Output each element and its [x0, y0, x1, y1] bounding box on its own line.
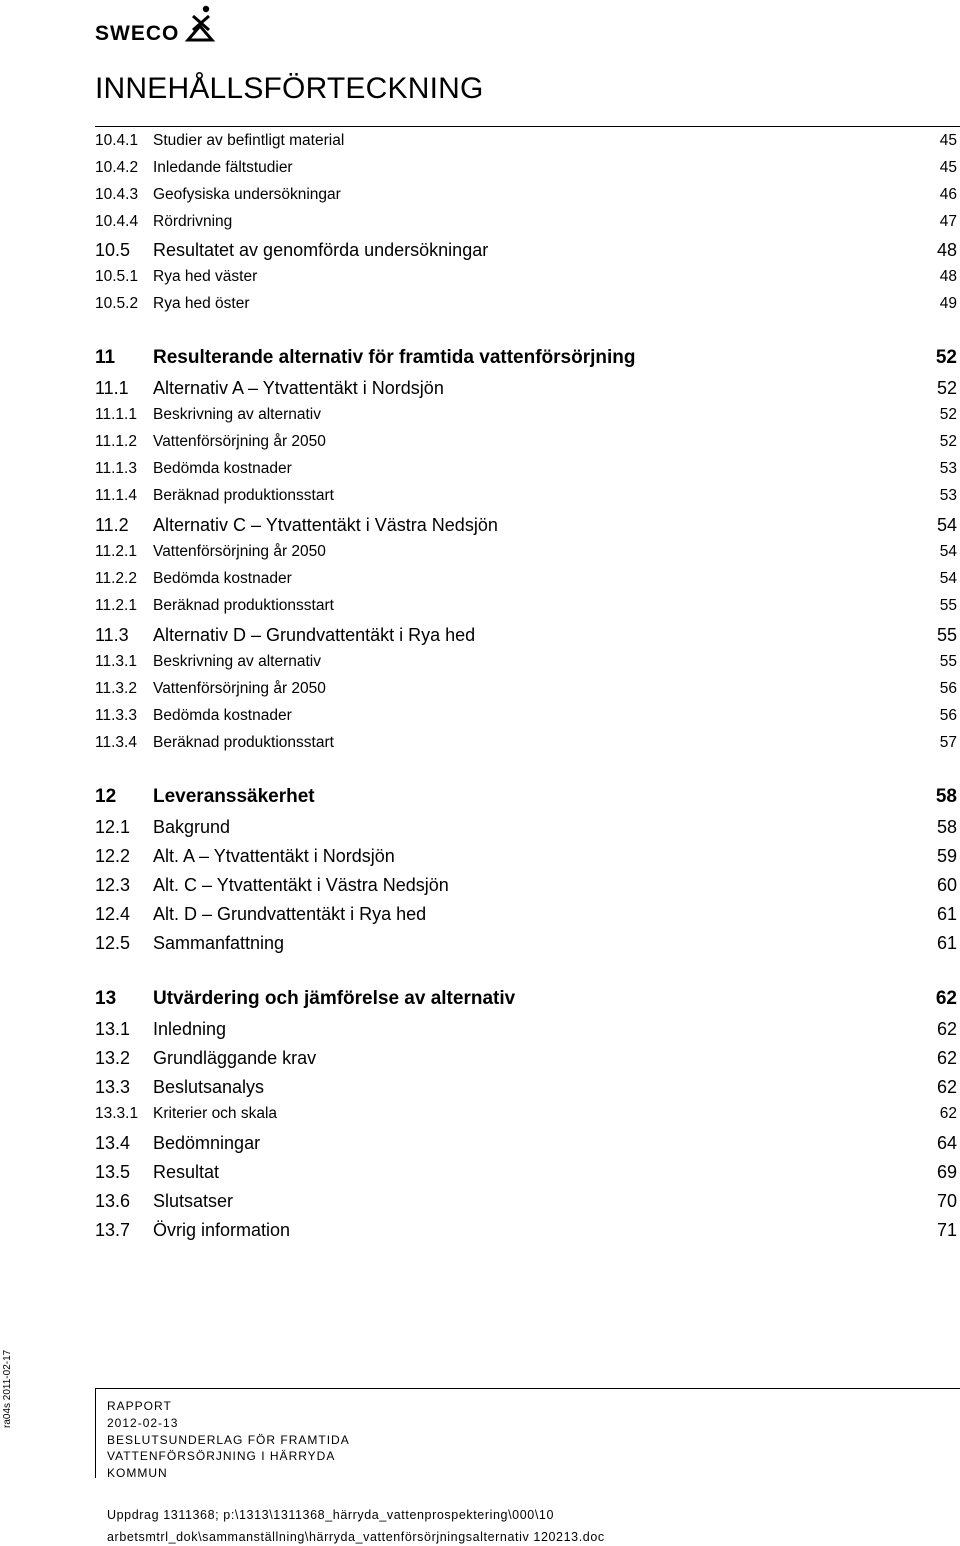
toc-entry-page: 49 [939, 295, 957, 312]
toc-entry-page: 57 [939, 734, 957, 751]
toc-entry-title: Beskrivning av alternativ [153, 653, 321, 670]
toc-entry-title: Alt. A – Ytvattentäkt i Nordsjön [153, 846, 395, 866]
toc-entry-number: 10.4.1 [95, 132, 139, 149]
toc-entry[interactable] [95, 1048, 957, 1072]
toc-entry-page: 53 [939, 487, 957, 504]
toc-entry-title: Inledande fältstudier [153, 159, 293, 176]
toc-entry[interactable] [95, 1191, 957, 1215]
toc-entry-number: 12.1 [95, 817, 131, 837]
toc-entry-number: 12.2 [95, 846, 131, 866]
toc-entry[interactable] [95, 460, 957, 484]
toc-entry-title: Inledning [153, 1019, 227, 1039]
toc-entry-number: 10.4.2 [95, 159, 139, 176]
toc-entry-number: 13.7 [95, 1220, 131, 1240]
toc-entry[interactable] [95, 543, 957, 567]
toc-entry-title: Alt. C – Ytvattentäkt i Västra Nedsjön [153, 875, 449, 895]
toc-entry-page: 58 [936, 817, 957, 837]
toc-entry-number: 11.1 [95, 378, 129, 398]
toc-entry-title: Grundläggande krav [153, 1048, 317, 1068]
toc-entry[interactable] [95, 570, 957, 594]
toc-entry[interactable] [95, 597, 957, 621]
toc-entry-page: 54 [936, 515, 957, 535]
toc-entry-page: 62 [935, 988, 957, 1009]
toc-entry-page: 53 [939, 460, 957, 477]
toc-entry-page: 61 [936, 904, 957, 924]
toc-entry[interactable] [95, 846, 957, 870]
toc-entry-number: 11.2.1 [95, 597, 137, 614]
toc-entry[interactable] [95, 240, 957, 264]
toc-entry-title: Övrig information [153, 1220, 291, 1240]
toc-entry-number: 13.3.1 [95, 1105, 139, 1122]
toc-entry-number: 12.5 [95, 933, 131, 953]
toc-entry-page: 58 [935, 786, 957, 807]
toc-entry-title: Bedömningar [153, 1133, 261, 1153]
toc-entry-page: 62 [936, 1048, 957, 1068]
toc-entry-number: 12.3 [95, 875, 131, 895]
toc-entry-page: 55 [939, 597, 957, 614]
toc-entry-page: 45 [939, 132, 957, 149]
toc-entry-page: 52 [936, 378, 957, 398]
toc-entry-page: 46 [939, 186, 957, 203]
toc-entry[interactable] [95, 213, 957, 237]
report-title-line: KOMMUN [107, 1466, 168, 1480]
toc-entry-number: 13.5 [95, 1162, 131, 1182]
toc-entry-title: Utvärdering och jämförelse av alternativ [153, 988, 516, 1009]
toc-entry-page: 52 [935, 347, 957, 368]
toc-entry-number: 10.4.3 [95, 186, 139, 203]
toc-entry-page: 55 [936, 625, 957, 645]
toc-entry-page: 69 [936, 1162, 957, 1182]
toc-entry-number: 13 [95, 988, 117, 1009]
toc-entry[interactable] [95, 988, 957, 1012]
toc-entry-page: 54 [939, 570, 957, 587]
toc-entry[interactable] [95, 1077, 957, 1101]
toc-entry-number: 10.5 [95, 240, 131, 260]
report-title-line: VATTENFÖRSÖRJNING I HÄRRYDA [107, 1449, 336, 1463]
toc-entry-page: 52 [939, 433, 957, 450]
toc-entry-page: 62 [936, 1019, 957, 1039]
toc-entry-number: 10.5.1 [95, 268, 139, 285]
toc-entry-number: 11.1.1 [95, 406, 137, 423]
toc-entry-number: 10.4.4 [95, 213, 139, 230]
toc-entry-number: 11.2.2 [95, 570, 137, 587]
toc-entry[interactable] [95, 433, 957, 457]
toc-entry-number: 11.2 [95, 515, 129, 535]
toc-entry[interactable] [95, 625, 957, 649]
toc-entry-page: 62 [939, 1105, 957, 1122]
toc-entry-number: 11.3.1 [95, 653, 137, 670]
toc-entry-number: 13.4 [95, 1133, 131, 1153]
toc-entry-title: Leveranssäkerhet [153, 786, 315, 807]
toc-entry-title: Alt. D – Grundvattentäkt i Rya hed [153, 904, 427, 924]
assignment-path: Uppdrag 1311368; p:\1313\1311368_härryda_vattenprospektering\000\10 [107, 1508, 554, 1522]
toc-entry[interactable] [95, 734, 957, 758]
toc-entry-page: 71 [936, 1220, 957, 1240]
toc-entry-number: 13.3 [95, 1077, 131, 1097]
toc-entry-number: 11.1.2 [95, 433, 137, 450]
toc-entry-number: 10.5.2 [95, 295, 139, 312]
toc-entry-number: 11.3.4 [95, 734, 137, 751]
toc-entry[interactable] [95, 159, 957, 183]
toc-entry-title: Beräknad produktionsstart [153, 597, 334, 614]
file-path: arbetsmtrl_dok\sammanställning\härryda_vattenförsörjningsalternativ 120213.doc [107, 1530, 605, 1544]
toc-entry[interactable] [95, 515, 957, 539]
toc-entry-title: Slutsatser [153, 1191, 234, 1211]
toc-entry-page: 61 [936, 933, 957, 953]
toc-entry-title: Bakgrund [153, 817, 231, 837]
report-title-line: BESLUTSUNDERLAG FÖR FRAMTIDA [107, 1433, 350, 1447]
toc-entry[interactable] [95, 132, 957, 156]
toc-entry-number: 13.6 [95, 1191, 131, 1211]
title-rule [95, 126, 960, 127]
toc-entry[interactable] [95, 268, 957, 292]
toc-entry-title: Alternativ C – Ytvattentäkt i Västra Nedsjön [153, 515, 498, 535]
toc-entry-title: Beslutsanalys [153, 1077, 265, 1097]
toc-entry[interactable] [95, 1133, 957, 1157]
toc-entry[interactable] [95, 347, 957, 371]
toc-entry-number: 13.1 [95, 1019, 131, 1039]
toc-entry-page: 45 [939, 159, 957, 176]
toc-entry-number: 11.3 [95, 625, 129, 645]
toc-entry[interactable] [95, 786, 957, 810]
toc-entry-page: 48 [939, 268, 957, 285]
toc-entry[interactable] [95, 1220, 957, 1244]
toc-entry-title: Sammanfattning [153, 933, 285, 953]
toc-entry-title: Bedömda kostnader [153, 570, 292, 587]
toc-entry-title: Beräknad produktionsstart [153, 734, 334, 751]
toc-entry-title: Studier av befintligt material [153, 132, 345, 149]
toc-entry-title: Beskrivning av alternativ [153, 406, 321, 423]
toc-entry[interactable] [95, 707, 957, 731]
toc-entry-page: 60 [936, 875, 957, 895]
toc-entry-page: 56 [939, 680, 957, 697]
toc-entry-number: 11.3.3 [95, 707, 137, 724]
toc-entry[interactable] [95, 295, 957, 319]
toc-entry-page: 52 [939, 406, 957, 423]
toc-entry-title: Bedömda kostnader [153, 460, 292, 477]
toc-entry[interactable] [95, 653, 957, 677]
sweco-figure-icon [185, 4, 215, 44]
toc-entry-title: Bedömda kostnader [153, 707, 292, 724]
toc-entry-title: Alternativ A – Ytvattentäkt i Nordsjön [153, 378, 444, 398]
toc-entry-page: 62 [936, 1077, 957, 1097]
toc-entry-title: Resultat [153, 1162, 220, 1182]
toc-entry-page: 64 [936, 1133, 957, 1153]
report-label: RAPPORT [107, 1399, 172, 1413]
toc-entry[interactable] [95, 406, 957, 430]
toc-entry-page: 54 [939, 543, 957, 560]
toc-entry-number: 11.2.1 [95, 543, 137, 560]
toc-entry-page: 47 [939, 213, 957, 230]
toc-entry[interactable] [95, 1162, 957, 1186]
toc-entry-title: Alternativ D – Grundvattentäkt i Rya hed [153, 625, 476, 645]
toc-entry-title: Vattenförsörjning år 2050 [153, 433, 326, 450]
report-date: 2012-02-13 [107, 1416, 179, 1430]
toc-entry[interactable] [95, 1019, 957, 1043]
logo-text: SWECO [95, 22, 180, 45]
toc-entry[interactable] [95, 904, 957, 928]
footer-divider [95, 1388, 96, 1478]
toc-entry[interactable] [95, 487, 957, 511]
toc-entry-number: 12.4 [95, 904, 131, 924]
toc-entry[interactable] [95, 680, 957, 704]
toc-entry-title: Beräknad produktionsstart [153, 487, 334, 504]
toc-entry-number: 11 [95, 347, 116, 368]
toc-entry-page: 55 [939, 653, 957, 670]
toc-entry-number: 11.1.4 [95, 487, 137, 504]
toc-entry[interactable] [95, 933, 957, 957]
toc-entry-page: 48 [936, 240, 957, 260]
toc-entry-title: Geofysiska undersökningar [153, 186, 341, 203]
toc-entry-title: Vattenförsörjning år 2050 [153, 680, 326, 697]
toc-entry-page: 56 [939, 707, 957, 724]
toc-entry[interactable] [95, 817, 957, 841]
toc-entry[interactable] [95, 378, 957, 402]
toc-entry-title: Resultatet av genomförda undersökningar [153, 240, 489, 260]
toc-entry-number: 13.2 [95, 1048, 131, 1068]
footer-rule [95, 1388, 960, 1389]
toc-entry[interactable] [95, 875, 957, 899]
toc-entry-page: 70 [936, 1191, 957, 1211]
toc-entry-page: 59 [936, 846, 957, 866]
toc-entry[interactable] [95, 186, 957, 210]
toc-entry-title: Rördrivning [153, 213, 233, 230]
toc-entry-title: Vattenförsörjning år 2050 [153, 543, 326, 560]
toc-entry[interactable] [95, 1105, 957, 1129]
toc-entry-number: 12 [95, 786, 117, 807]
page-title: INNEHÅLLSFÖRTECKNING [95, 72, 484, 105]
side-code: ra04s 2011-02-17 [2, 1349, 13, 1428]
toc-entry-title: Rya hed väster [153, 268, 258, 285]
toc-entry-number: 11.3.2 [95, 680, 137, 697]
toc-entry-number: 11.1.3 [95, 460, 137, 477]
toc-entry-title: Resulterande alternativ för framtida vattenförsörjning [153, 347, 636, 368]
toc-entry-title: Kriterier och skala [153, 1105, 278, 1122]
toc-entry-title: Rya hed öster [153, 295, 250, 312]
